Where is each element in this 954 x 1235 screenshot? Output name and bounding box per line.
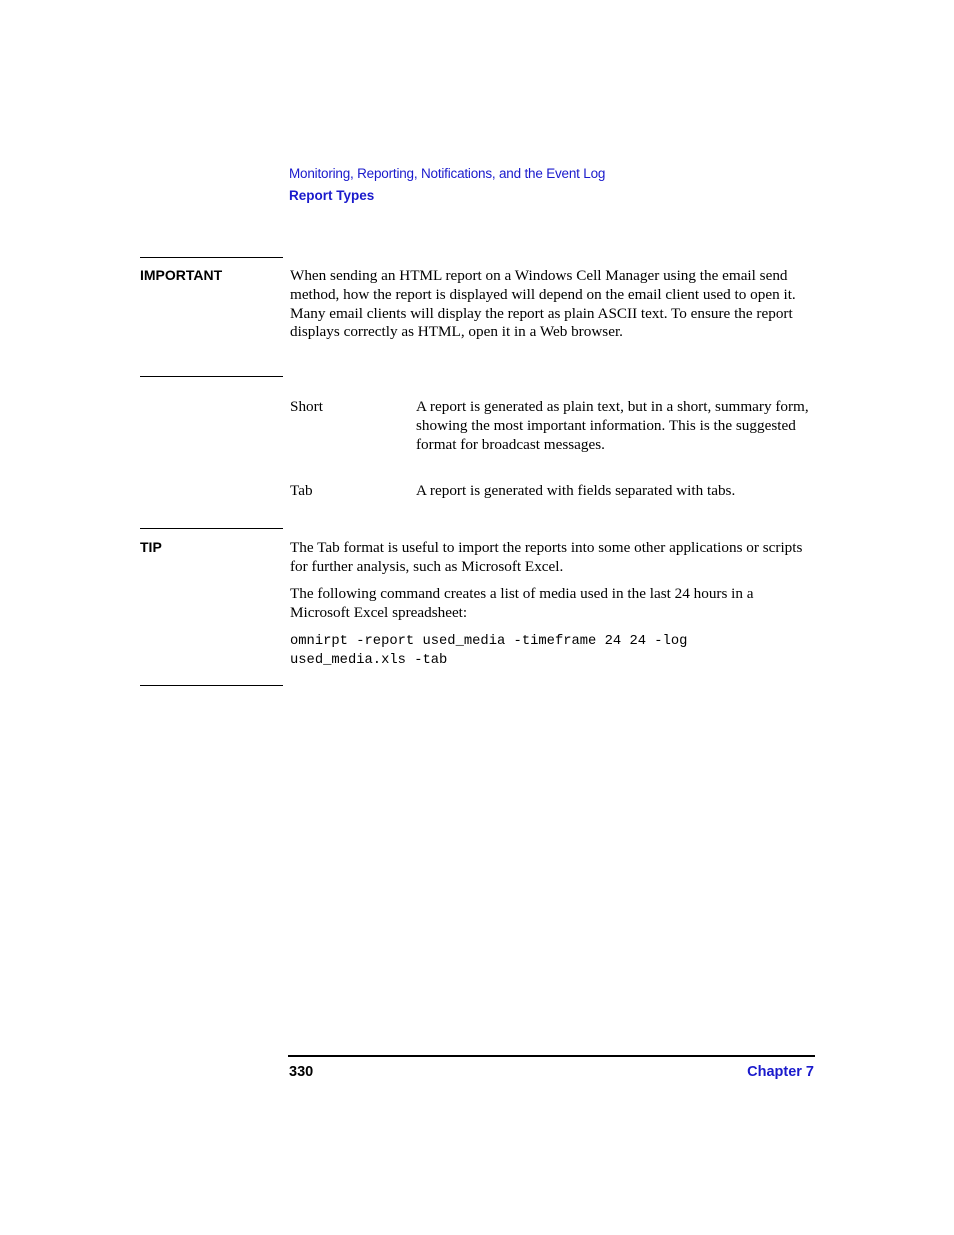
- tip-paragraph-1: The Tab format is useful to import the reports into some other applications or scripts for further analysis, such as Microsoft Excel.: [290, 539, 803, 575]
- important-label: IMPORTANT: [140, 267, 223, 283]
- chapter-link[interactable]: Chapter 7: [747, 1064, 814, 1080]
- important-bottom-rule: [140, 376, 283, 377]
- important-text: When sending an HTML report on a Windows Cell Manager using the email send method, how the report is displayed will depend on the email client used to open it. Many email clients will display the report as plain ASCII text. To ensure the report displays correctly as HTML, open it in a Web browser.: [290, 267, 796, 341]
- tip-paragraph-2: The following command creates a list of media used in the last 24 hours in a Microsoft Excel spreadsheet:: [290, 585, 754, 621]
- page-number: 330: [289, 1064, 314, 1080]
- code-line-1: omnirpt -report used_media -timeframe 24 24 -log: [290, 634, 688, 649]
- footer-rule: [288, 1055, 815, 1057]
- tip-label: TIP: [140, 539, 162, 555]
- code-line-2: used_media.xls -tab: [290, 653, 448, 668]
- tip-top-rule: [140, 528, 283, 529]
- format-definition-short: A report is generated as plain text, but in a short, summary form, showing the most important information. This is the suggested format for broadcast messages.: [416, 398, 809, 453]
- tip-bottom-rule: [140, 685, 283, 686]
- important-top-rule: [140, 257, 283, 258]
- format-term-tab: Tab: [290, 482, 313, 499]
- breadcrumb[interactable]: Monitoring, Reporting, Notifications, and the Event Log: [289, 166, 606, 181]
- format-term-short: Short: [290, 398, 323, 415]
- section-title[interactable]: Report Types: [289, 188, 375, 203]
- format-definition-tab: A report is generated with fields separated with tabs.: [416, 482, 736, 499]
